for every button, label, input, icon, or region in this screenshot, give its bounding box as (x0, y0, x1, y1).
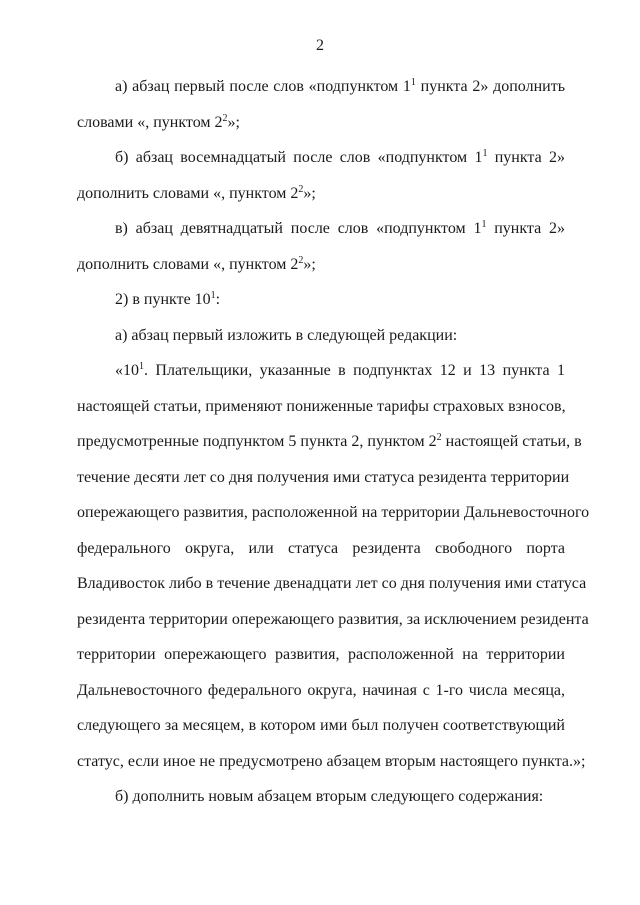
text-run: »; (227, 113, 240, 131)
text-line (77, 112, 565, 134)
text-line (77, 644, 565, 666)
text-line (115, 289, 565, 311)
text-run: дополнить словами «, пунктом 2 (77, 255, 299, 273)
superscript: 2 (222, 112, 228, 124)
text-run: словами «, пунктом 2 (77, 113, 223, 131)
text-run: пункта 2» дополнить (415, 78, 565, 95)
superscript: 1 (139, 361, 144, 372)
text-run: дополнить словами «, пунктом 2 (77, 184, 299, 202)
text-run: »; (303, 255, 316, 273)
text-line (77, 573, 587, 595)
text-line (77, 715, 565, 737)
text-run: течение десяти лет со дня получения ими статуса резидента территории (77, 468, 570, 486)
text-run: б) абзац восемнадцатый после слов «подпунктом 1 (115, 149, 483, 166)
text-line (77, 183, 565, 205)
text-run: Дальневосточного федерального округа, начиная с 1-го числа месяца, (77, 681, 565, 699)
superscript: 2 (436, 432, 442, 443)
text-run: пункта 2» (486, 220, 565, 237)
text-line (77, 467, 570, 489)
text-line (77, 431, 582, 453)
text-run: б) дополнить новым абзацем вторым следующего содержания: (115, 788, 544, 805)
text-run: федерального округа, или статуса резидента свободного порта (77, 539, 565, 557)
text-run: Владивосток либо в течение двенадцати лет со дня получения ими статуса (77, 575, 587, 592)
text-line (115, 76, 565, 98)
text-line (77, 751, 586, 773)
text-run: 2) в пункте 10 (115, 291, 211, 308)
text-run: настоящей статьи, применяют пониженные тарифы страховых взносов, (77, 397, 566, 415)
text-run: резидента территории опережающего развития, за исключением резидента (77, 610, 589, 628)
superscript: 1 (410, 77, 416, 88)
text-run: опережающего развития, расположенной на территории Дальневосточного (77, 504, 590, 521)
text-run: »; (303, 184, 316, 202)
text-line (115, 325, 565, 347)
superscript: 2 (298, 254, 304, 266)
text-line (77, 396, 565, 418)
text-run: настоящей статьи, в (441, 433, 582, 450)
text-line (77, 609, 589, 631)
superscript: 1 (210, 290, 216, 301)
text-run: : (215, 291, 221, 308)
text-line (77, 502, 590, 524)
text-run: а) абзац первый изложить в следующей редакции: (115, 326, 458, 344)
text-line (77, 538, 565, 560)
text-line (115, 147, 565, 169)
superscript: 1 (481, 219, 487, 230)
text-line (115, 786, 565, 808)
text-run: «10 (115, 362, 139, 379)
text-run: следующего за месяцем, в котором ими был получен соответствующий (77, 717, 565, 734)
page-number: 2 (316, 37, 324, 54)
superscript: 1 (482, 148, 488, 159)
text-line (77, 680, 565, 702)
text-line (77, 254, 565, 276)
text-run: предусмотренные подпунктом 5 пункта 2, пунктом 2 (77, 433, 437, 450)
text-run: а) абзац первый после слов «подпунктом 1 (115, 78, 411, 95)
superscript: 2 (298, 183, 304, 195)
text-run: статус, если иное не предусмотрено абзацем вторым настоящего пункта.»; (77, 752, 586, 770)
text-line (115, 218, 565, 240)
text-run: пункта 2» (487, 149, 565, 166)
text-line (115, 360, 565, 382)
text-run: . Плательщики, указанные в подпунктах 12 и 13 пункта 1 (144, 362, 565, 379)
text-run: в) абзац девятнадцатый после слов «подпунктом 1 (115, 220, 482, 237)
text-run: территории опережающего развития, расположенной на территории (77, 646, 565, 663)
